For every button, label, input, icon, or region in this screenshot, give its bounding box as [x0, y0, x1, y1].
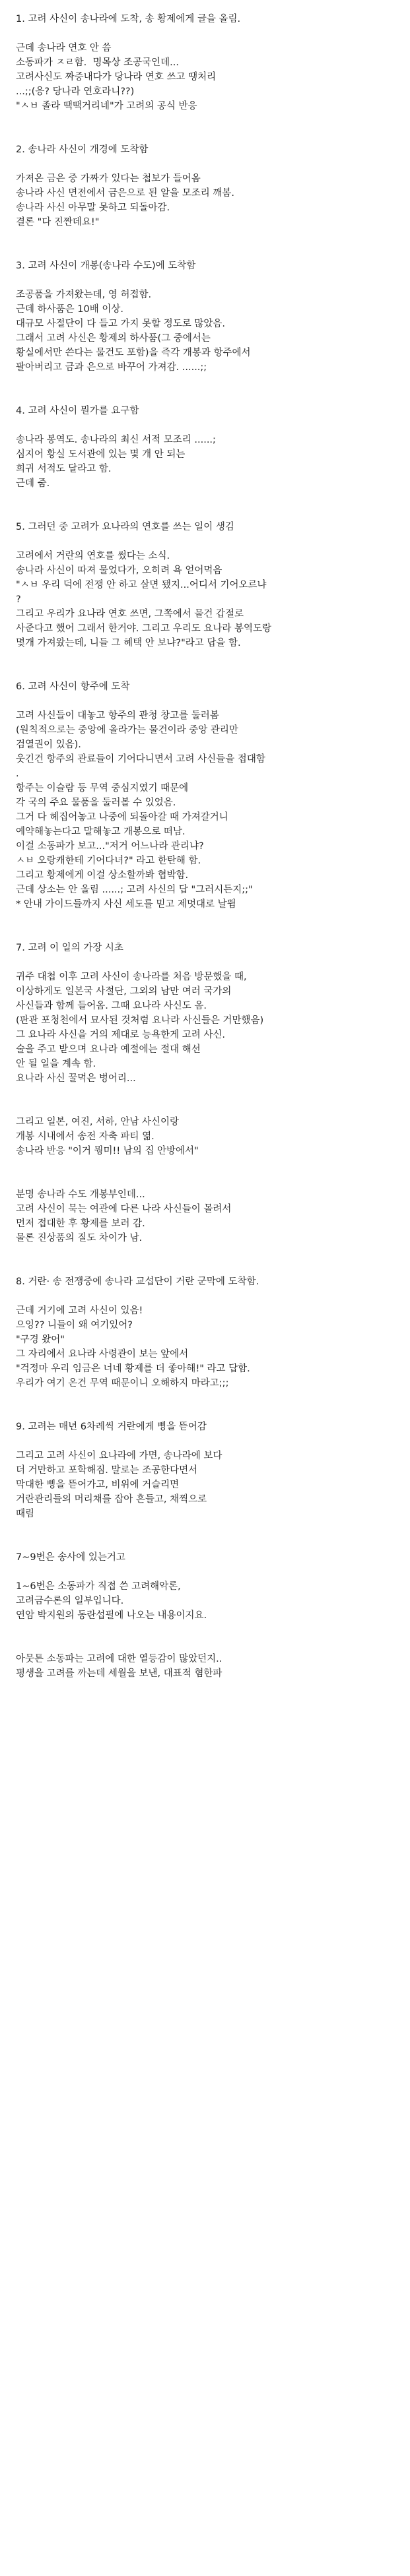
body-line: 요나라 사신 꿀먹은 벙어리... [16, 1073, 136, 1084]
body-line: "ㅅㅂ 우리 덕에 전쟁 안 하고 살면 됐지...어디서 기어오르냐 [16, 580, 267, 590]
body-line: 소동파가 ㅈㄹ함. 명목상 조공국인데... [16, 57, 179, 68]
body-line: 근데 거기에 고려 사신이 있음! [16, 1305, 143, 1316]
section-9 [16, 1187, 394, 1274]
body-line: 근데 상소는 안 올림 ......; 고려 사신의 답 "그러시든지;;" [16, 885, 253, 895]
body-line: (원칙적으로는 중앙에 올라가는 물건이라 중앙 관리만 [16, 725, 238, 736]
body-line: 송나라 봉역도. 송나라의 최신 서적 모조리 ......; [16, 435, 216, 445]
section-1 [16, 12, 394, 142]
body-line: . [16, 769, 19, 779]
body-line: 그거 다 헤집어놓고 나중에 되돌아갈 때 가져갈거니 [16, 812, 228, 823]
body-line: 황실에서만 쓴다는 물건도 포함)을 즉각 개봉과 항주에서 [16, 348, 251, 358]
section-11 [16, 1420, 394, 1550]
body-line: 우리가 여기 온건 무역 때문이니 오해하지 마라고;;; [16, 1378, 229, 1389]
section-3 [16, 259, 394, 404]
body-line: ? [16, 594, 21, 605]
body-line: 팔아버리고 금과 은으로 바꾸어 가져감. ......;; [16, 362, 207, 373]
body-line: 검열권이 있음). [16, 739, 81, 750]
section-10 [16, 1274, 394, 1420]
body-line: 근데 줌. [16, 478, 50, 489]
section-heading: 1. 고려 사신이 송나라에 도착, 송 황제에게 글을 올림. [16, 14, 241, 24]
body-line: 연암 박지원의 동란섭필에 나오는 내용이지요. [16, 1610, 207, 1621]
body-line: 몇개 가져왔는데, 니들 그 혜택 안 보냐?"라고 답을 함. [16, 638, 241, 648]
body-line: 가져온 금은 중 가짜가 있다는 첩보가 들어옴 [16, 173, 201, 184]
section-heading: 5. 그러던 중 고려가 요나라의 연호를 쓰는 일이 생김 [16, 522, 234, 532]
body-line: 먼저 접대한 후 황제를 보러 감. [16, 1218, 145, 1229]
body-line: 희귀 서적도 달라고 함. [16, 464, 112, 474]
section-heading: 4. 고려 사신이 뭔가를 요구함 [16, 406, 139, 416]
body-line: ㅅㅂ 오랑캐한테 기어다녀?" 라고 한탄해 함. [16, 856, 201, 866]
body-line: 심지어 황실 도서관에 있는 몇 개 안 되는 [16, 449, 186, 460]
section-heading: 6. 고려 사신이 항주에 도착 [16, 681, 130, 692]
section-6 [16, 679, 394, 941]
body-line: ...;;(응? 당나라 연호라니??) [16, 86, 135, 97]
section-heading: 2. 송나라 사신이 개경에 도착함 [16, 144, 149, 155]
body-line: 그리고 황제에게 이걸 상소할까봐 협박함. [16, 870, 189, 881]
section-13 [16, 1652, 394, 1681]
section-heading: 9. 고려는 매년 6차례씩 거란에게 삥을 뜯어감 [16, 1422, 207, 1432]
body-line: 그래서 고려 사신은 황제의 하사품(그 중에서는 [16, 333, 211, 344]
body-line: 그 자리에서 요나라 사령관이 보는 앞에서 [16, 1349, 189, 1360]
body-line: 더 거만하고 포학해짐. 말로는 조공한다면서 [16, 1465, 198, 1476]
body-line: 사신들과 함께 들어옴. 그때 요나라 사신도 옴. [16, 1001, 207, 1011]
body-line: 고려사신도 짜증내다가 당나라 연호 쓰고 땡처리 [16, 72, 217, 82]
body-line: 송나라 사신 면전에서 금은으로 된 알을 모조리 깨봄. [16, 188, 235, 199]
body-line: * 안내 가이드들까지 사신 세도를 믿고 제멋대로 날뜀 [16, 899, 236, 910]
body-line: 고려에서 거란의 연호를 썼다는 소식. [16, 551, 170, 561]
section-heading: 3. 고려 사신이 개봉(송나라 수도)에 도착함 [16, 261, 196, 271]
body-line: 송나라 사신이 따져 물었다가, 오히려 욕 얻어먹음 [16, 565, 222, 576]
body-line: 고려 사신들이 대놓고 항주의 관청 창고를 둘러봄 [16, 710, 219, 721]
body-line: 그 요나라 사신을 거의 제대로 능욕한게 고려 사신. [16, 1030, 226, 1040]
section-7 [16, 941, 394, 1115]
body-line: 사준다고 했어 그래서 한거야. 그리고 우리도 요나라 봉역도랑 [16, 623, 272, 634]
body-line: 웃긴건 항주의 관료들이 기어다니면서 고려 사신들을 접대함 [16, 754, 265, 765]
section-heading: 7. 고려 이 일의 가장 시초 [16, 943, 123, 953]
body-line: "걱정마 우리 임금은 너네 황제를 더 좋아해!" 라고 답함. [16, 1364, 250, 1374]
body-line: 예약해놓는다고 말해놓고 개봉으로 떠남. [16, 827, 186, 837]
body-line: 안 될 일을 계속 함. [16, 1059, 96, 1069]
body-line: 대규모 사절단이 다 들고 가지 못할 정도로 많았음. [16, 319, 226, 329]
body-line: 1~6번은 소동파가 직접 쓴 고려해악론, [16, 1581, 181, 1592]
body-line: 결론 "다 진짠데요!" [16, 217, 100, 228]
body-line: 그리고 일본, 여진, 서하, 안남 사신이랑 [16, 1117, 179, 1127]
body-line: 개봉 시내에서 송전 자축 파티 엶. [16, 1131, 154, 1142]
section-8 [16, 1115, 394, 1187]
section-2 [16, 142, 394, 259]
body-line: 조공품을 가져왔는데, 영 허접함. [16, 290, 152, 300]
body-line: 막대한 삥을 뜯어가고, 비위에 거슬리면 [16, 1480, 180, 1490]
body-line: 물론 진상품의 질도 차이가 남. [16, 1233, 143, 1243]
body-line: 술을 주고 받으며 요나라 예절에는 절대 해선 [16, 1044, 201, 1055]
body-line: 으잉?? 니들이 왜 여기있어? [16, 1320, 133, 1331]
body-line: 이상하게도 일본국 사절단, 그외의 남만 여러 국가의 [16, 986, 232, 997]
body-line: 근데 송나라 연호 안 씀 [16, 43, 112, 53]
section-4 [16, 404, 394, 520]
body-line: 송나라 사신 아무말 못하고 되돌아감. [16, 203, 170, 213]
body-line: 때림 [16, 1509, 35, 1519]
section-heading: 8. 거란· 송 전쟁중에 송나라 교섭단이 거란 군막에 도착함. [16, 1276, 259, 1287]
body-line: 그리고 우리가 요나라 연호 쓰면, 그쪽에서 물건 갑절로 [16, 609, 244, 619]
body-line: 항주는 이슬람 등 무역 중심지였기 때문에 [16, 783, 189, 794]
body-line: 송나라 반응 "이거 뭥미!! 남의 집 안방에서" [16, 1146, 199, 1156]
body-line: 이걸 소동파가 보고..."저거 어느나라 관리냐? [16, 841, 204, 852]
body-line: 각 국의 주요 물품을 둘러볼 수 있었음. [16, 798, 176, 808]
section-heading: 7~9번은 송사에 있는거고 [16, 1552, 125, 1563]
body-line: 그리고 고려 사신이 요나라에 가면, 송나라에 보다 [16, 1451, 222, 1461]
body-line: 고려금수론의 일부입니다. [16, 1596, 124, 1606]
body-line: 귀주 대첩 이후 고려 사신이 송나라를 처음 방문했을 때, [16, 972, 247, 982]
body-line: 아뭇튼 소동파는 고려에 대한 열등감이 많았던지.. [16, 1654, 222, 1664]
section-5 [16, 520, 394, 679]
body-line: 근데 하사품은 10배 이상. [16, 304, 123, 315]
body-line: 평생을 고려를 까는데 세월을 보낸, 대표적 혐한파 [16, 1668, 222, 1679]
body-line: 고려 사신이 묵는 여관에 다른 나라 사신들이 몰려서 [16, 1204, 232, 1214]
body-line: "ㅅㅂ 졸라 땍땍거리네"가 고려의 공식 반응 [16, 101, 197, 111]
body-line: 분명 송나라 수도 개봉부인데... [16, 1189, 145, 1200]
body-line: "구경 왔어" [16, 1335, 65, 1345]
body-line: (판관 포청천에서 묘사된 것처럼 요나라 사신들은 거만했음) [16, 1015, 264, 1026]
section-12 [16, 1550, 394, 1652]
body-line: 거란관리들의 머리채를 잡아 흔들고, 채찍으로 [16, 1494, 207, 1505]
